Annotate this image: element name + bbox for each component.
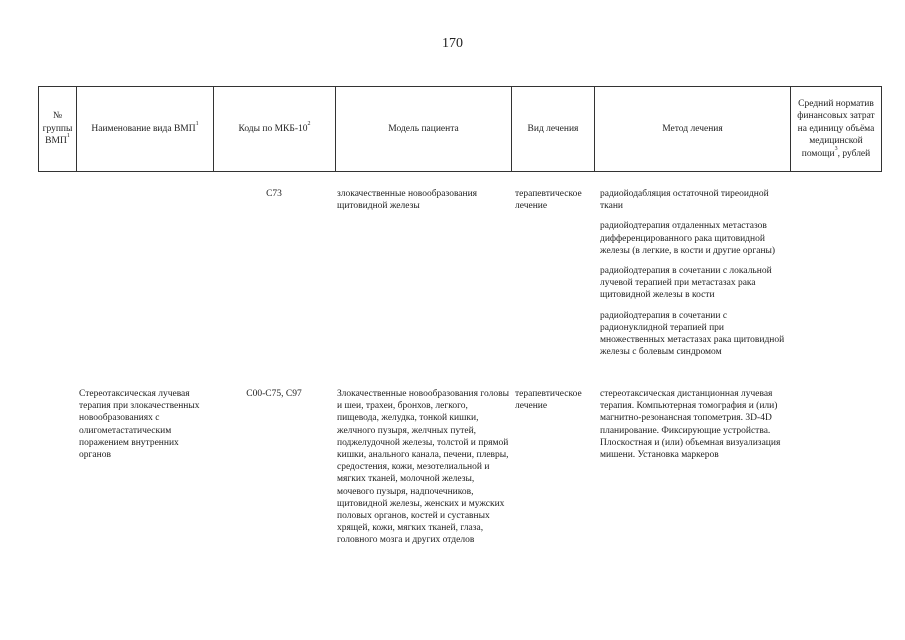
header-group-number: № группы ВМП$^1$ [39,87,77,172]
header-vmp-name: Наименование вида ВМП$^1$ [77,87,214,172]
row2-treatment-type: терапевтическое лечение [515,389,582,412]
table-header [38,86,882,172]
row1-treatment-type: терапевтическое лечение [515,189,582,212]
row2-methods [600,388,786,469]
header-treatment-type: Вид лечения [512,87,595,172]
header-icd-codes: Коды по МКБ-$10^2$ [214,87,336,172]
header-cost-norm: Средний норматив финансовых затрат на единицу объёма медицинской помощи$^3$, рублей [791,87,882,172]
header-patient-model: Модель пациента [336,87,512,172]
row1-patient-model: злокачественные новообразования щитовидной железы [337,189,478,212]
page-number: 170 [442,36,463,51]
row2-patient-model: Злокачественные новообразования головы и шеи, трахеи, бронхов, легкого, пищевода, желудка, тонкой кишки, желчного пузыря, желчных путей, поджелудочной железы, толстой и прямой кишки, анального канала, печени, плевры, средостения, кожи, мезотелиальной и мягких тканей, молочной железы, мочевого пузыря, надпочечников, щитовидной железы, женских и мужских половых органов, костей и суставных хрящей, кожи, мягких тканей, глаза, головного мозга и других отделов [337,389,509,546]
method-item: стереотаксическая дистанционная лучевая терапия. Компьютерная томография и (или) магнитно-резонансная топометрия. 3D-4D планирование. Фиксирующие устройства. Плоскостная и (или) объемная визуализация мишени. Установка маркеров [600,389,781,461]
method-item: радиойодтерапия отдаленных метастазов дифференцированного рака щитовидной железы (в легкие, в кости и другие органы) [600,221,776,256]
method-item: радиойодабляция остаточной тиреоидной ткани [600,189,769,212]
row1-methods [600,188,786,366]
method-item: радиойодтерапия в сочетании с локальной лучевой терапией при метастазах рака щитовидной железы в кости [600,266,772,301]
row1-codes: C73 [266,189,282,199]
method-item: радиойодтерапия в сочетании с радионуклидной терапией при множественных метастазах рака щитовидной железы с болевым синдромом [600,310,785,358]
row2-vmp-name: Стереотаксическая лучевая терапия при злокачественных новообразованиях с олигометастатическим поражением внутренних органов [79,389,200,461]
row2-codes: C00-C75, C97 [246,389,302,399]
header-treatment-method: Метод лечения [595,87,791,172]
